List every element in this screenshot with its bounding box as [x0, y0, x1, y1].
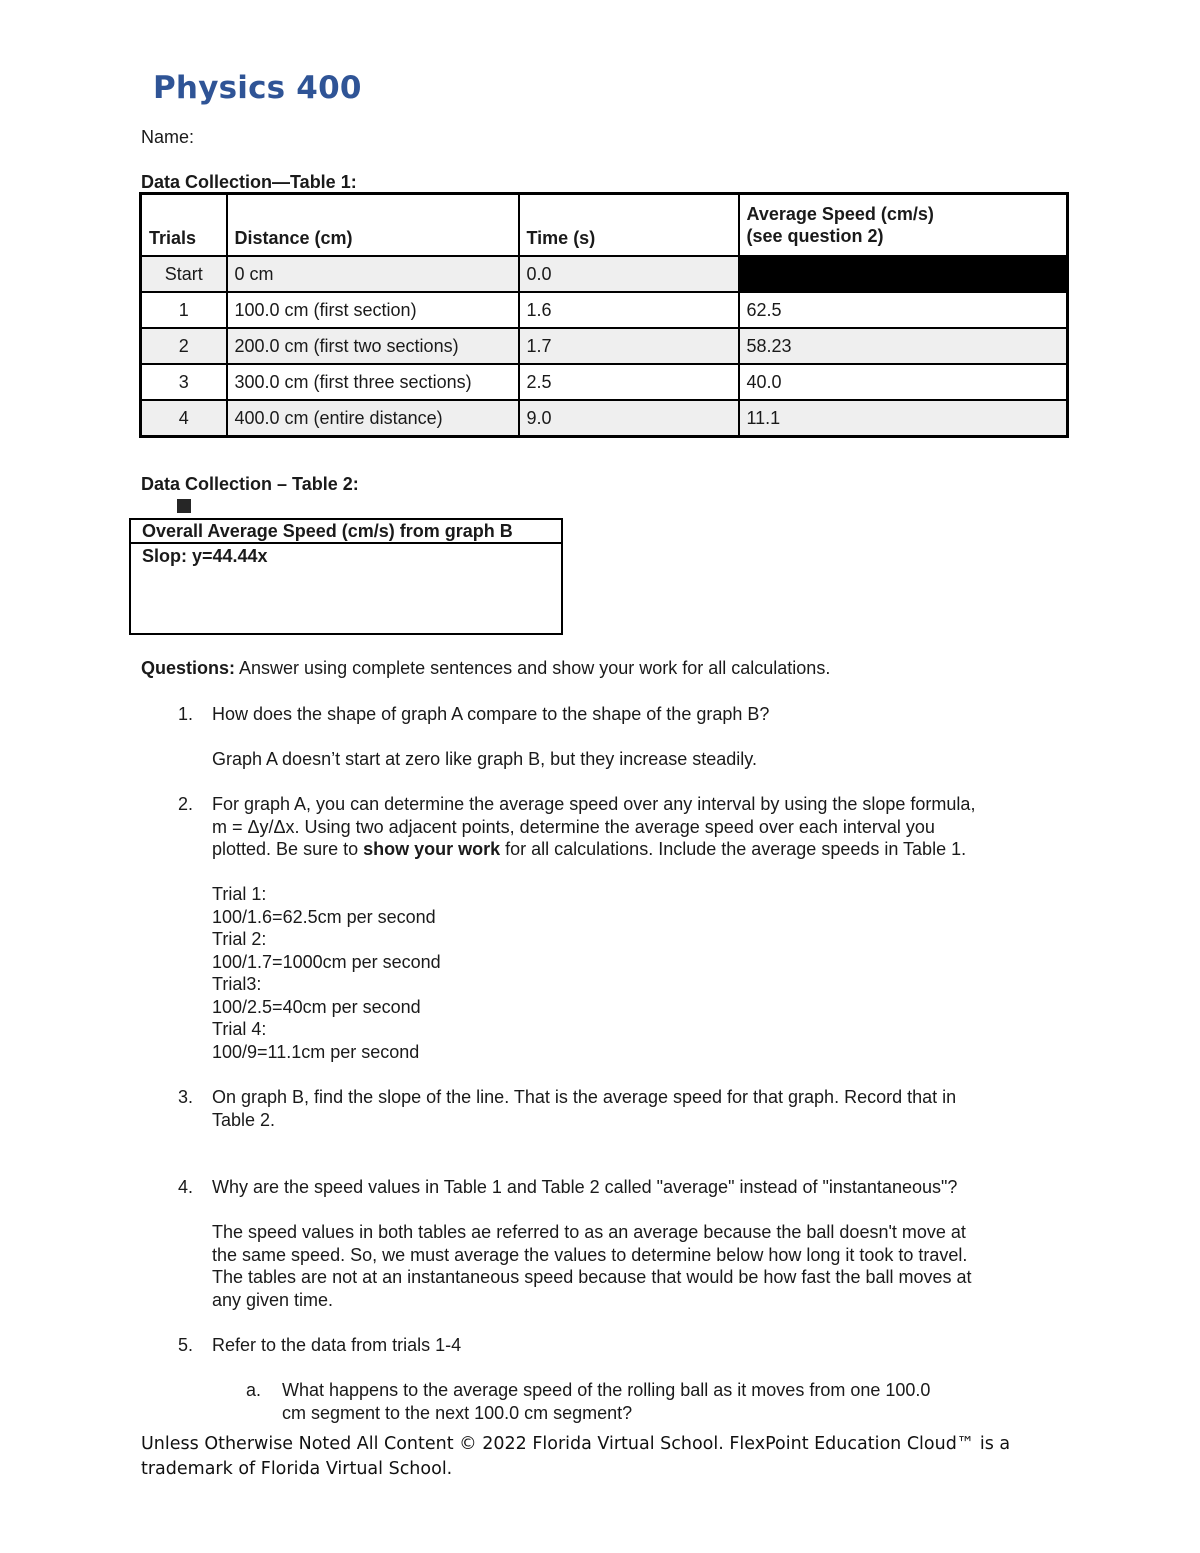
cell-trial: 4: [141, 400, 227, 437]
q4-text: Why are the speed values in Table 1 and Table 2 called "average" instead of "instantaneous"?: [212, 1177, 958, 1197]
q5-number: 5.: [177, 1335, 193, 1355]
q2-work-line: 100/1.6=62.5cm per second: [212, 906, 436, 927]
q5a-letter: a.: [246, 1380, 262, 1400]
cell-distance: 200.0 cm (first two sections): [227, 328, 519, 364]
table-row: [141, 328, 1068, 364]
table-row: [141, 256, 1068, 292]
cell-distance: 100.0 cm (first section): [227, 292, 519, 328]
cell-trial: 1: [141, 292, 227, 328]
header-average-speed-line2: (see question 2): [746, 226, 884, 246]
q3-line1: On graph B, find the slope of the line. That is the average speed for that graph. Record that in: [212, 1087, 957, 1107]
q2-line2: m = Δy/Δx. Using two adjacent points, determine the average speed over each interval you: [212, 816, 935, 837]
q5a-line1: What happens to the average speed of the rolling ball as it moves from one 100.0: [282, 1380, 931, 1400]
data-table-2: [129, 518, 563, 635]
cell-time: 2.5: [519, 364, 739, 400]
q3-number: 3.: [177, 1087, 193, 1107]
q3-line2: Table 2.: [212, 1109, 276, 1130]
name-label: Name:: [141, 127, 195, 147]
table2-value: Slop: y=44.44x: [142, 546, 268, 566]
q5a-text: [282, 1379, 930, 1424]
q2-line1: For graph A, you can determine the average speed over any interval by using the slope formula,: [212, 794, 976, 814]
header-average-speed-line1: Average Speed (cm/s): [746, 204, 934, 224]
q4-number: 4.: [177, 1177, 193, 1197]
cell-speed: 40.0: [739, 364, 1068, 400]
q2-work-line: 100/1.7=1000cm per second: [212, 951, 441, 972]
q3-text: [212, 1086, 956, 1131]
q4-answer: [212, 1221, 972, 1311]
q4-answer-line: any given time.: [212, 1289, 334, 1310]
square-bullet-icon: [177, 499, 191, 513]
questions-label: Questions:: [141, 658, 236, 678]
questions-intro: [141, 657, 830, 680]
table-row: [141, 364, 1068, 400]
q2-text: [212, 793, 1072, 861]
footer-line1: Unless Otherwise Noted All Content © 2022 Florida Virtual School. FlexPoint Education Cloud™ is a: [141, 1434, 1011, 1454]
table-row: [141, 292, 1068, 328]
cell-trial: 3: [141, 364, 227, 400]
table1-caption: Data Collection—Table 1:: [141, 172, 357, 192]
cell-time: 9.0: [519, 400, 739, 437]
cell-time: 1.6: [519, 292, 739, 328]
q2-work-line: Trial 4:: [212, 1019, 267, 1039]
q2-number: 2.: [177, 794, 193, 814]
header-average-speed: [739, 194, 1068, 257]
header-distance: Distance (cm): [227, 194, 519, 257]
cell-trial: Start: [141, 256, 227, 292]
table-row: [141, 400, 1068, 437]
q1-text: How does the shape of graph A compare to the shape of the graph B?: [212, 704, 770, 724]
table2-caption: Data Collection – Table 2:: [141, 474, 359, 494]
copyright-footer: [141, 1432, 1041, 1482]
cell-time: 1.7: [519, 328, 739, 364]
q2-work-line: 100/9=11.1cm per second: [212, 1041, 420, 1062]
footer-line2: trademark of Florida Virtual School.: [141, 1459, 453, 1479]
cell-speed: 11.1: [739, 400, 1068, 437]
header-time: Time (s): [519, 194, 739, 257]
cell-distance: 0 cm: [227, 256, 519, 292]
data-table-1: [139, 192, 1069, 438]
cell-time: 0.0: [519, 256, 739, 292]
q2-work-line: Trial3:: [212, 974, 262, 994]
cell-distance: 300.0 cm (first three sections): [227, 364, 519, 400]
cell-trial: 2: [141, 328, 227, 364]
q2-line3-pre: plotted. Be sure to: [212, 839, 364, 859]
cell-distance: 400.0 cm (entire distance): [227, 400, 519, 437]
header-trials: Trials: [141, 194, 227, 257]
q1-number: 1.: [177, 704, 193, 724]
q2-work: [212, 883, 441, 1063]
q5-text: Refer to the data from trials 1-4: [212, 1335, 462, 1355]
q4-answer-line: The speed values in both tables ae referred to as an average because the ball doesn't move at: [212, 1222, 966, 1242]
q2-work-line: Trial 1:: [212, 884, 267, 904]
table2-header: Overall Average Speed (cm/s) from graph B: [131, 520, 561, 544]
q2-work-line: Trial 2:: [212, 929, 267, 949]
q2-line3: [212, 838, 1072, 861]
q5a-line2: cm segment to the next 100.0 cm segment?: [282, 1402, 633, 1423]
q4-answer-line: The tables are not at an instantaneous speed because that would be how fast the ball moves at: [212, 1267, 972, 1287]
table1-header-row: [141, 194, 1068, 257]
cell-speed: 62.5: [739, 292, 1068, 328]
q1-answer: Graph A doesn’t start at zero like graph B, but they increase steadily.: [212, 749, 757, 769]
q2-line3-post: for all calculations. Include the average speeds in Table 1.: [500, 839, 967, 859]
questions-instructions: Answer using complete sentences and show your work for all calculations.: [235, 658, 831, 678]
cell-speed: 58.23: [739, 328, 1068, 364]
page-title: Physics 400: [153, 70, 362, 106]
cell-speed-blacked-out: [739, 256, 1068, 292]
q2-work-line: 100/2.5=40cm per second: [212, 996, 421, 1017]
q2-line3-bold: show your work: [363, 839, 501, 859]
q4-answer-line: the same speed. So, we must average the values to determine below how long it took to travel.: [212, 1244, 968, 1265]
